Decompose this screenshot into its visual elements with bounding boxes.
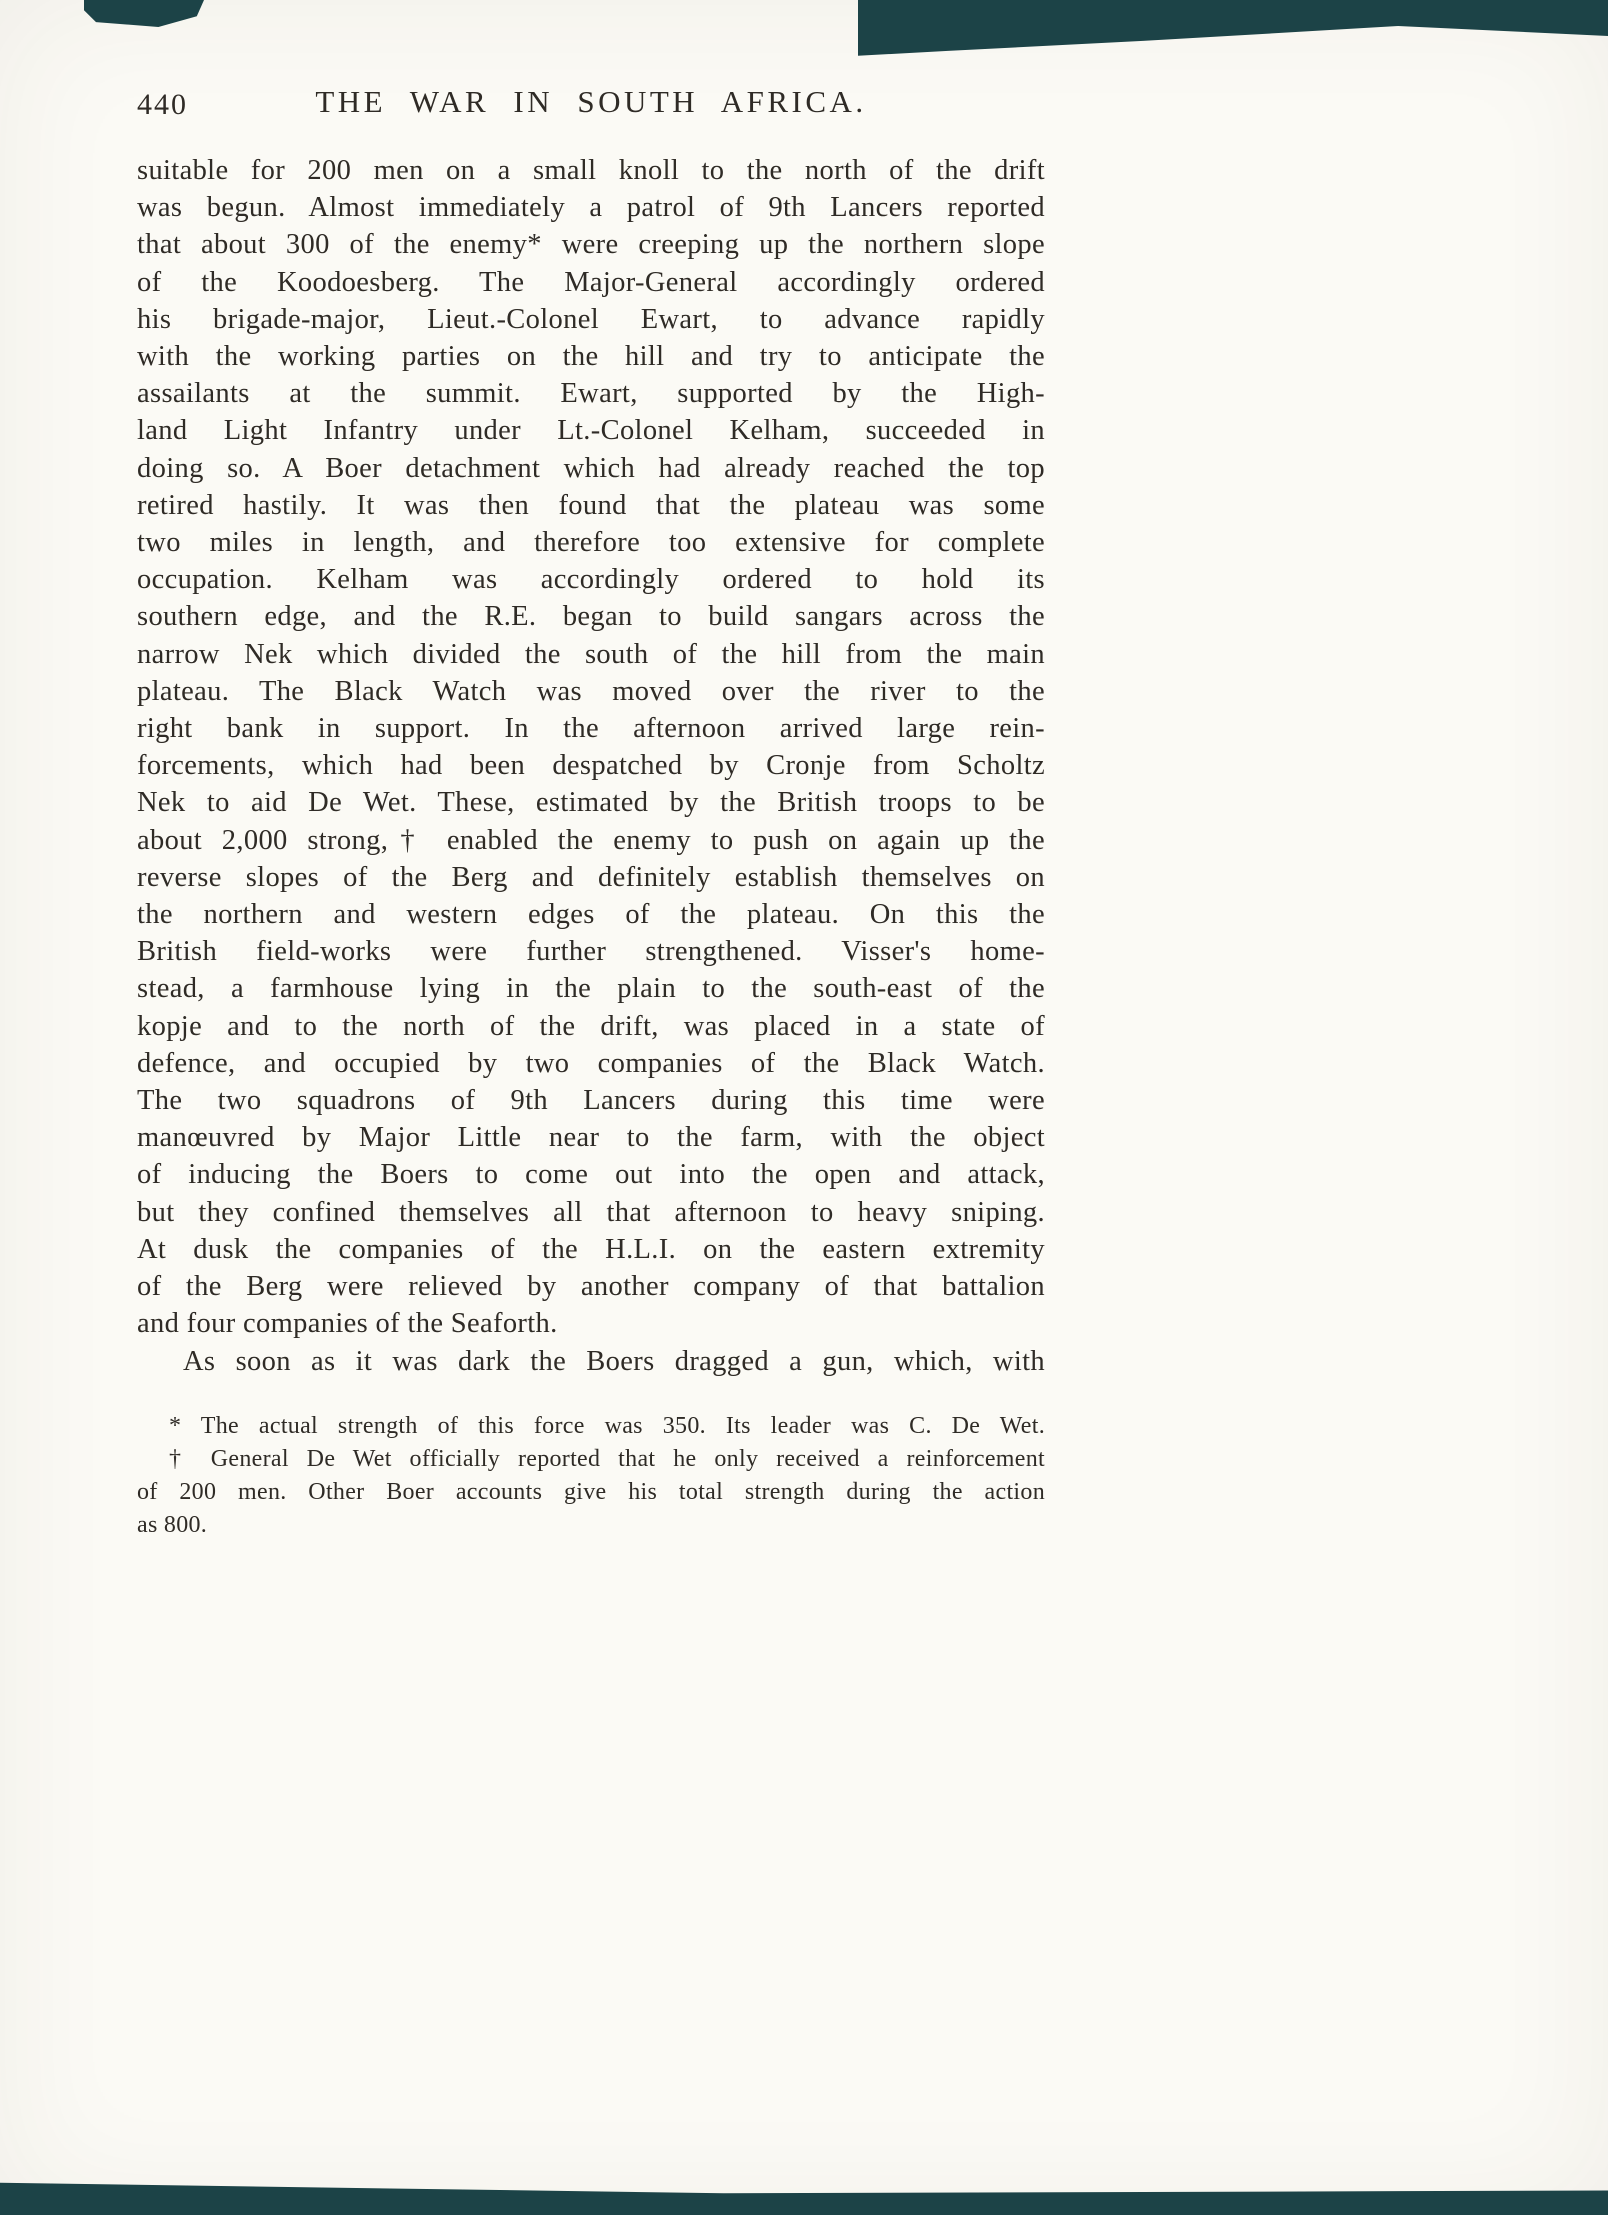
scan-artifact-top-left [84, 0, 204, 27]
footnotes [137, 1410, 1045, 1542]
text-line: As soon as it was dark the Boers dragged a gun, which, with [183, 1345, 1045, 1377]
footnote-line: † General De Wet officially reported that he only received a reinforcement [169, 1445, 1045, 1472]
text-line: reverse slopes of the Berg and definitely establish themselves on [137, 861, 1045, 893]
text-line: of inducing the Boers to come out into the open and attack, [137, 1159, 1045, 1191]
text-line: assailants at the summit. Ewart, supported by the High- [137, 378, 1045, 410]
text-line: manœuvred by Major Little near to the farm, with the object [137, 1122, 1045, 1154]
scan-artifact-bottom-edge [0, 2180, 1608, 2215]
text-line: forcements, which had been despatched by Cronje from Scholtz [137, 750, 1045, 782]
text-line: of the Berg were relieved by another company of that battalion [137, 1271, 1045, 1303]
text-line: southern edge, and the R.E. began to build sangars across the [137, 601, 1045, 633]
text-line: doing so. A Boer detachment which had already reached the top [137, 452, 1045, 484]
text-line: retired hastily. It was then found that the plateau was some [137, 489, 1045, 521]
page-header [137, 84, 1045, 128]
text-line: Nek to aid De Wet. These, estimated by the British troops to be [137, 787, 1045, 819]
text-line: the northern and western edges of the plateau. On this the [137, 899, 1045, 931]
text-line: plateau. The Black Watch was moved over the river to the [137, 675, 1045, 707]
text-line: and four companies of the Seaforth. [137, 1308, 558, 1340]
text-line: British field-works were further strengthened. Visser's home- [137, 936, 1045, 968]
text-line: suitable for 200 men on a small knoll to the north of the drift [137, 155, 1045, 186]
footnote-line: * The actual strength of this force was 350. Its leader was C. De Wet. [169, 1412, 1045, 1439]
text-line: his brigade-major, Lieut.-Colonel Ewart, to advance rapidly [137, 303, 1045, 335]
body-text [137, 152, 1045, 1380]
text-line: The two squadrons of 9th Lancers during this time were [137, 1085, 1045, 1117]
text-line: that about 300 of the enemy* were creeping up the northern slope [137, 229, 1045, 261]
page-number: 440 [137, 88, 188, 121]
text-line: two miles in length, and therefore too extensive for complete [137, 527, 1045, 559]
text-line: kopje and to the north of the drift, was placed in a state of [137, 1010, 1045, 1042]
footnote-line: of 200 men. Other Boer accounts give his total strength during the action [137, 1478, 1045, 1505]
text-line: At dusk the companies of the H.L.I. on the eastern extremity [137, 1233, 1045, 1265]
running-head: THE WAR IN SOUTH AFRICA. [315, 84, 867, 119]
text-line: land Light Infantry under Lt.-Colonel Kelham, succeeded in [137, 415, 1045, 447]
scan-artifact-top-right [858, 0, 1608, 62]
footnote-line: as 800. [137, 1511, 208, 1538]
text-line: defence, and occupied by two companies of the Black Watch. [137, 1047, 1045, 1079]
text-line: about 2,000 strong,† enabled the enemy to push on again up the [137, 824, 1045, 856]
text-line: of the Koodoesberg. The Major-General accordingly ordered [137, 266, 1045, 298]
text-block [137, 84, 1045, 1542]
text-line: right bank in support. In the afternoon arrived large rein- [137, 713, 1045, 745]
text-line: with the working parties on the hill and try to anticipate the [137, 341, 1045, 373]
text-line: was begun. Almost immediately a patrol of 9th Lancers reported [137, 192, 1045, 224]
text-line: narrow Nek which divided the south of the hill from the main [137, 638, 1045, 670]
text-line: occupation. Kelham was accordingly ordered to hold its [137, 564, 1045, 596]
text-line: but they confined themselves all that afternoon to heavy sniping. [137, 1196, 1045, 1228]
text-line: stead, a farmhouse lying in the plain to the south-east of the [137, 973, 1045, 1005]
